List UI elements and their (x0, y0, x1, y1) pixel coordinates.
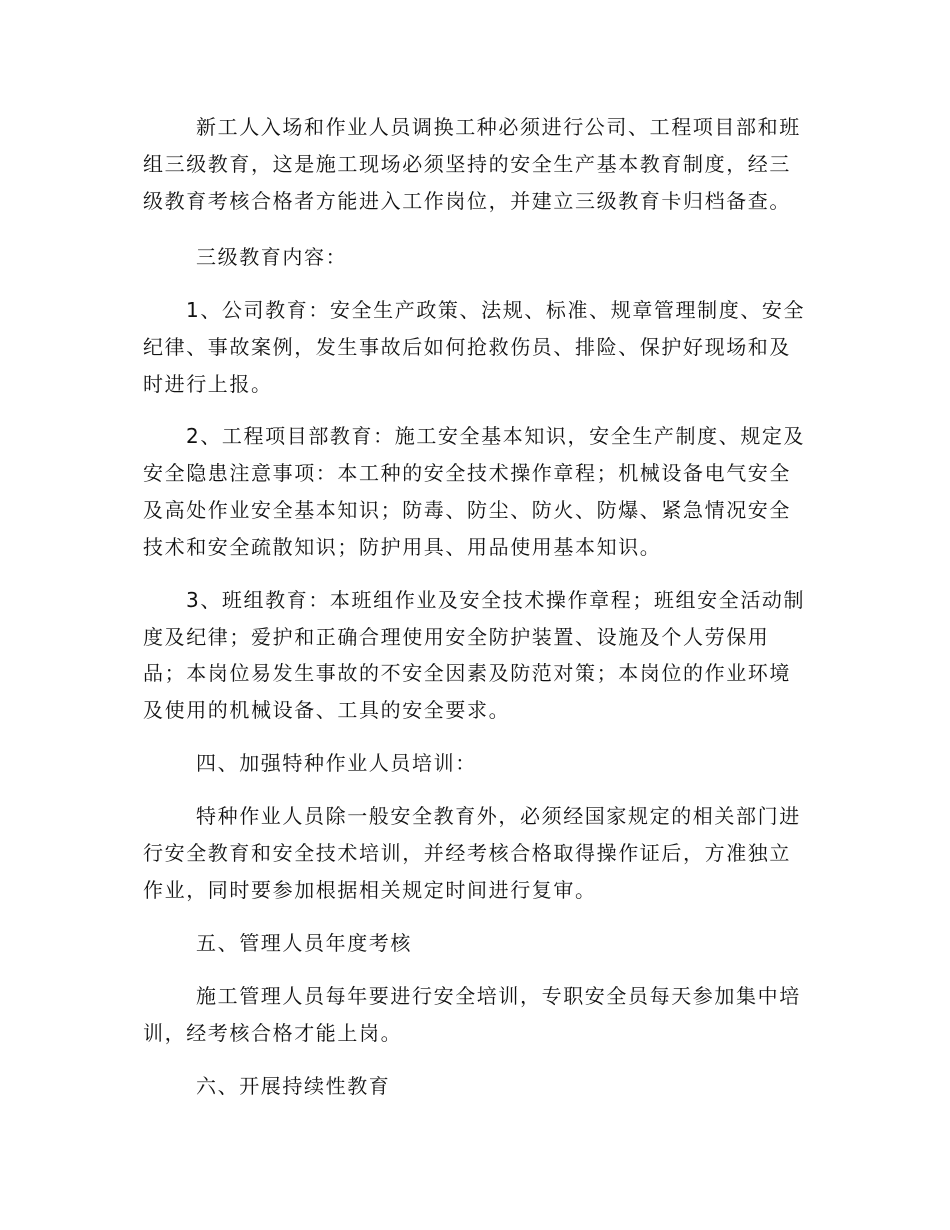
text-line: 施工管理人员每年要进行安全培训，专职安全员每天参加集中培 (196, 984, 801, 1008)
section-heading: 五、管理人员年度考核 (196, 931, 412, 955)
text-line: 特种作业人员除一般安全教育外，必须经国家规定的相关部门进 (196, 804, 801, 828)
section-heading: 六、开展持续性教育 (196, 1074, 391, 1098)
text-line: 行安全教育和安全技术培训，并经考核合格取得操作证后，方准独立 (143, 841, 791, 865)
text-line: 1、公司教育：安全生产政策、法规、标准、规章管理制度、安全 (186, 298, 806, 322)
text-line: 及使用的机械设备、工具的安全要求。 (143, 698, 511, 722)
text-line: 级教育考核合格者方能进入工作岗位，并建立三级教育卡归档备查。 (143, 189, 791, 213)
text-line: 时进行上报。 (143, 372, 273, 396)
text-line: 2、工程项目部教育：施工安全基本知识，安全生产制度、规定及 (186, 424, 806, 448)
text-line: 品；本岗位易发生事故的不安全因素及防范对策；本岗位的作业环境 (143, 661, 791, 685)
section-heading: 四、加强特种作业人员培训： (196, 751, 477, 775)
text-line: 安全隐患注意事项：本工种的安全技术操作章程；机械设备电气安全 (143, 461, 791, 485)
text-line: 训，经考核合格才能上岗。 (143, 1021, 403, 1045)
text-line: 组三级教育，这是施工现场必须坚持的安全生产基本教育制度，经三 (143, 152, 791, 176)
text-line: 及高处作业安全基本知识；防毒、防尘、防火、防爆、紧急情况安全 (143, 498, 791, 522)
text-line: 度及纪律；爱护和正确合理使用安全防护装置、设施及个人劳保用 (143, 625, 770, 649)
text-line: 技术和安全疏散知识；防护用具、用品使用基本知识。 (143, 535, 662, 559)
text-line: 3、班组教育：本班组作业及安全技术操作章程；班组安全活动制 (186, 588, 806, 612)
section-heading: 三级教育内容： (196, 245, 348, 269)
text-line: 新工人入场和作业人员调换工种必须进行公司、工程项目部和班 (196, 115, 801, 139)
text-line: 作业，同时要参加根据相关规定时间进行复审。 (143, 878, 597, 902)
text-line: 纪律、事故案例，发生事故后如何抢救伤员、排险、保护好现场和及 (143, 335, 791, 359)
